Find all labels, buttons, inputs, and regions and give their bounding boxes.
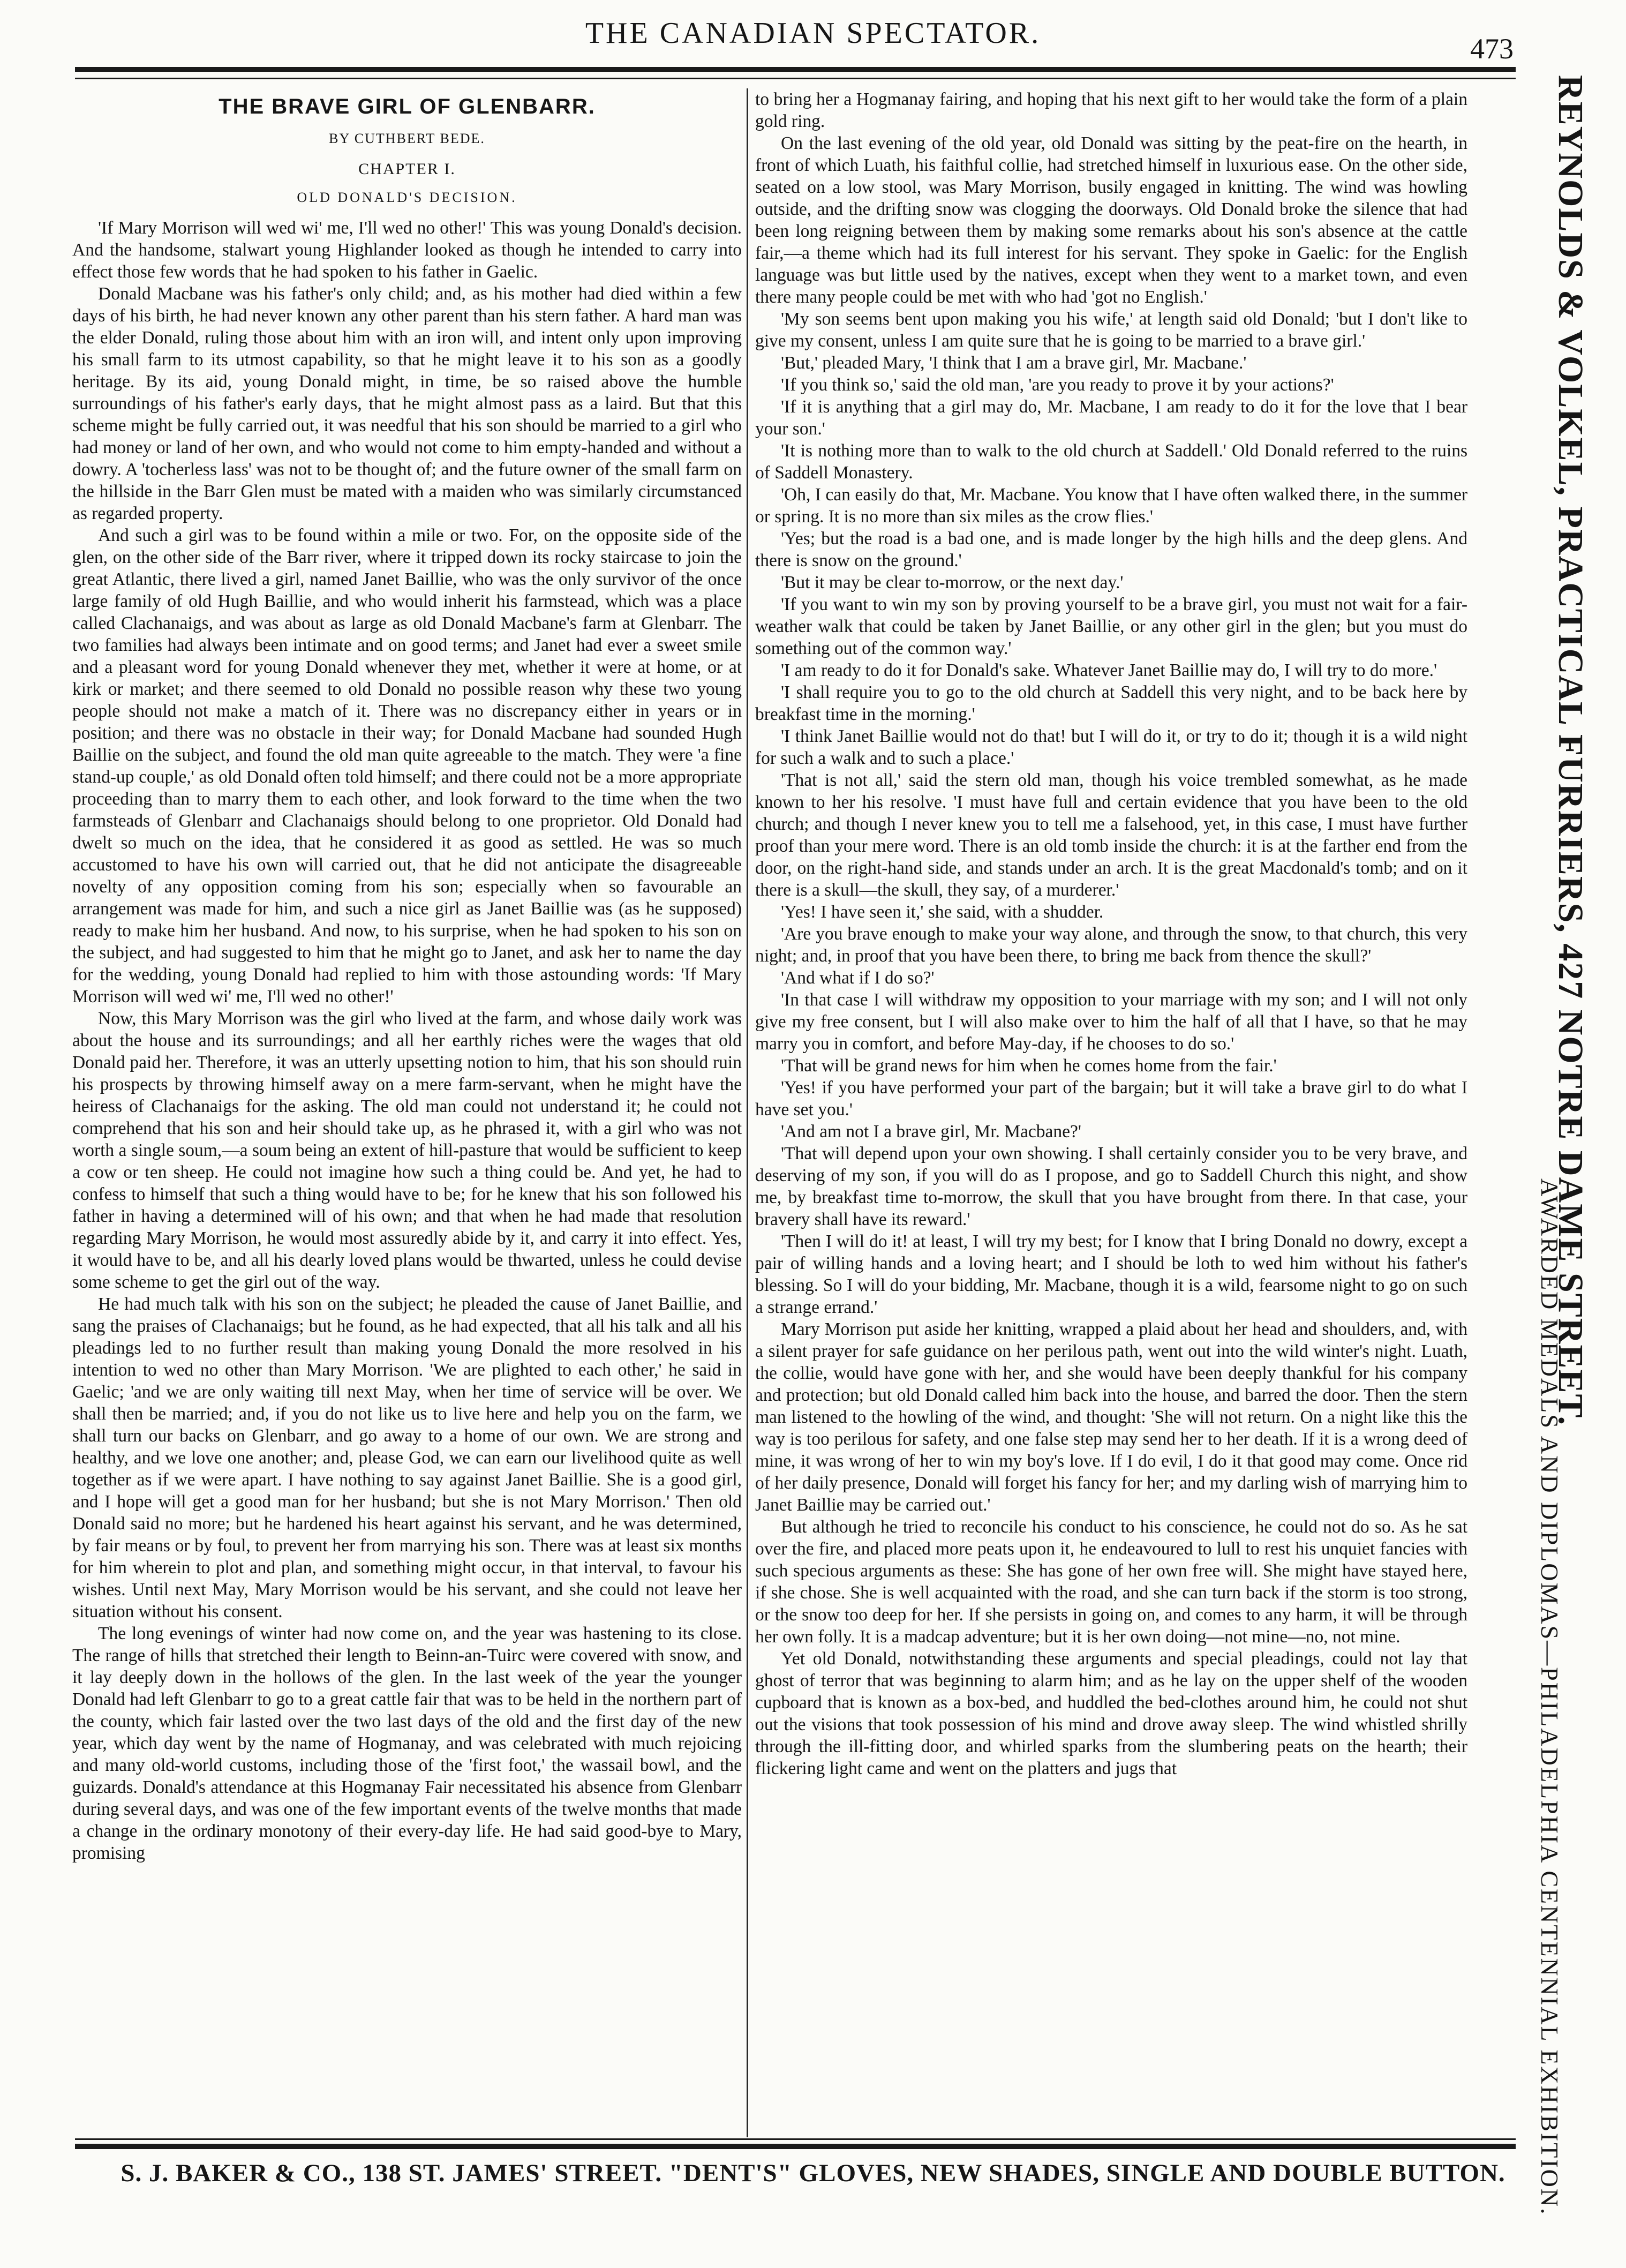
chapter-heading: CHAPTER I. [358, 160, 456, 178]
header-rule-thick [75, 67, 1516, 72]
paragraph: 'That will depend upon your own showing. I shall certainly consider you to be very brave, and deserving of my son, if you will do as I propose, and go to Saddell Church this night, and show me, by breakfast time to-morrow, the skull that you have brought from there. In that case, your bravery shall have its reward.' [755, 1144, 1467, 1229]
paragraph: 'Yes! if you have performed your part of the bargain; but it will take a brave girl to do what I have set you.' [755, 1078, 1467, 1120]
paragraph: He had much talk with his son on the subject; he pleaded the cause of Janet Baillie, and sang the praises of Clachanaigs; but he found, as he had expected, that all his talk and all his pleadings led to no further result than making young Donald the more resolved in his intention to wed no other than Mary Morrison. 'We are plighted to each other,' he said in Gaelic; 'and we are only waiting till next May, when her time of service will be over. We shall then be married; and, if you do not like us to live here and help you on the farm, we shall turn our backs on Glenbarr, and go away to a home of our own. We are strong and healthy, and we love one another; and, please God, we can earn our livelihood quite as well together as if we were apart. I have nothing to say against Janet Baillie. She is a good girl, and I hope will get a good man for her husband; but she is not Mary Morrison.' Then old Donald said no more; but he hardened his heart against his servant, and he was determined, by fair means or by foul, to prevent her from marrying his son. There was at least six months for him wherein to plot and plan, and something might occur, in that interval, to favour his wishes. Until next May, Mary Morrison would be his servant, and she could not leave her situation without his consent. [72, 1294, 742, 1621]
left-column [72, 88, 742, 2135]
paragraph: Now, this Mary Morrison was the girl who lived at the farm, and whose daily work was about the house and its surroundings; and all her earthly riches were the wages that old Donald paid her. Therefore, it was an utterly upsetting notion to him, that his son should ruin his prospects by throwing himself away on a mere farm-servant, when he might have the heiress of Clachanaigs for the asking. The old man could not understand it; he could not comprehend that his son and heir should take up, as he phrased it, with a girl who was not worth a single soum,—a soum being an extent of hill-pasture that would be sufficient to keep a cow or ten sheep. He could not imagine how such a thing could be. And yet, he had to confess to himself that such a thing would have to be; for he knew that his son followed his father in having a determined will of his own; and that when he had made that resolution regarding Mary Morrison, he would most assuredly abide by it, and carry it into effect. Yes, it would have to be, and all his dearly loved plans would be thwarted, unless he could devise some scheme to get the girl out of the way. [72, 1009, 742, 1292]
paragraph: 'My son seems bent upon making you his wife,' at length said old Donald; 'but I don't like to give my consent, unless I am quite sure that he is going to be married to a brave girl.' [755, 309, 1467, 351]
paragraph: 'And am not I a brave girl, Mr. Macbane?' [781, 1122, 1081, 1141]
footer-rule-thick [75, 2144, 1516, 2149]
paragraph: On the last evening of the old year, old Donald was sitting by the peat-fire on the hearth, in front of which Luath, his faithful collie, had stretched himself in luxurious ease. On the other side, seated on a low stool, was Mary Morrison, busily engaged in knitting. The wind was howling outside, and the drifting snow was clogging the doorways. Old Donald broke the silence that had been long reigning between them by making some remarks about his son's absence at the cattle fair,—a theme which had its full interest for his servant. They spoke in Gaelic: for the English language was but little used by the natives, except when they went to a market town, and even there many people could be met with who had 'got no English.' [755, 133, 1467, 307]
paragraph: 'Are you brave enough to make your way alone, and through the snow, to that church, this very night; and, in proof that you have been there, to bring me back from thence the skull?' [755, 924, 1467, 966]
paragraph: The long evenings of winter had now come on, and the year was hastening to its close. The range of hills that stretched their length to Beinn-an-Tuirc were covered with snow, and it lay deeply down in the hollows of the glen. In the last week of the year the younger Donald had left Glenbarr to go to a great cattle fair that was to be held in the northern part of the county, which fair lasted over the two last days of the old and the first day of the new year, which day went by the name of Hogmanay, and was celebrated with much rejoicing and many old-world customs, including those of the 'first foot,' the wassail bowl, and the guizards. Donald's attendance at this Hogmanay Fair necessitated his absence from Glenbarr during several days, and was one of the few important events of the twelve months that made a change in the ordinary monotony of their every-day life. He had said good-bye to Mary, promising [72, 1624, 742, 1863]
paragraph: 'Then I will do it! at least, I will try my best; for I know that I bring Donald no dowry, except a pair of willing hands and a loving heart; and I should be loth to wed him without his father's blessing. So I will do your bidding, Mr. Macbane, though it is a wild, fearsome night to go on such a strange errand.' [755, 1231, 1467, 1317]
paragraph: 'Oh, I can easily do that, Mr. Macbane. You know that I have often walked there, in the summer or spring. It is no more than six miles as the crow flies.' [755, 485, 1467, 527]
paragraph: 'I shall require you to go to the old church at Saddell this very night, and to be back here by breakfast time in the morning.' [755, 682, 1467, 724]
paragraph: And such a girl was to be found within a mile or two. For, on the opposite side of the glen, on the other side of the Barr river, where it tripped down its rocky staircase to join the great Atlantic, there lived a girl, named Janet Baillie, who was the only survivor of the once large family of old Hugh Baillie, and who would inherit his farmstead, which was a place called Clachanaigs, and was about as large as old Donald Macbane's farm at Glenbarr. The two families had always been intimate and on good terms; and Janet had ever a sweet smile and a pleasant word for young Donald whenever they met, whether it were at home, or at kirk or market; and there seemed to old Donald no possible reason why these two young people should not make a match of it. There was no discrepancy either in years or in position; and there was no obstacle in their way; for Donald Macbane had sounded Hugh Baillie on the subject, and found the old man quite agreeable to the match. They were 'a fine stand-up couple,' as old Donald often told himself; and there could not be a more appropriate proceeding than to marry them to each other, and look forward to the time when the two farmsteads of Glenbarr and Clachanaigs should belong to one proprietor. Old Donald had dwelt so much on the idea, that he considered it as good as settled. He was so much accustomed to have his own will carried out, that he did not anticipate the disagreeable novelty of any opposition coming from his son; especially when so favourable an arrangement was made for him, and such a nice girl as Janet Baillie was (as he supposed) ready to make him her husband. And now, to his surprise, when he had spoken to his son on the subject, and had suggested to him that he might go to Janet, and ask her to name the day for the wedding, young Donald had replied to him with those astounding words: 'If Mary Morrison will wed wi' me, I'll wed no other!' [72, 525, 742, 1007]
paragraph: 'Yes! I have seen it,' she said, with a shudder. [781, 902, 1104, 922]
paragraph: Yet old Donald, notwithstanding these arguments and special pleadings, could not lay that ghost of terror that was beginning to alarm him; and as he lay on the upper shelf of the wooden cupboard that is known as a box-bed, and huddled the bed-clothes around him, he could not shut out the visions that took possession of his mind and drove away sleep. The wind whistled shrilly through the ill-fitting door, and whirled sparks from the slumbering peats on the hearth; their flickering light came and went on the platters and jugs that [755, 1649, 1467, 1778]
page-number: 473 [1470, 33, 1514, 65]
paragraph: to bring her a Hogmanay fairing, and hoping that his next gift to her would take the form of a plain gold ring. [755, 89, 1467, 131]
paragraph: 'That is not all,' said the stern old man, though his voice trembled somewhat, as he made known to her his resolve. 'I must have full and certain evidence that you have been to the old church; and though I never knew you to tell me a falsehood, yet, in this case, I must have further proof than your mere word. There is an old tomb inside the church: it is at the farther end from the door, on the right-hand side, and stands under an arch. It is the great Macdonald's tomb; and on it there is a skull—the skull, they say, of a murderer.' [755, 770, 1467, 900]
paragraph: 'If you think so,' said the old man, 'are you ready to prove it by your actions?' [781, 375, 1334, 395]
story-title: THE BRAVE GIRL OF GLENBARR. [219, 95, 596, 118]
paragraph: 'If Mary Morrison will wed wi' me, I'll wed no other!' This was young Donald's decision. And the handsome, stalwart young Highlander looked as though he intended to carry into effect those few words that he had spoken to his father in Gaelic. [72, 218, 742, 282]
paragraph: 'If you want to win my son by proving yourself to be a brave girl, you must not wait for a fair-weather walk that could be taken by Janet Baillie, or any other girl in the glen; but you must do something out of the common way.' [755, 595, 1467, 658]
paragraph: But although he tried to reconcile his conduct to his conscience, he could not do so. As he sat over the fire, and placed more peats upon it, he endeavoured to lull to rest his unquiet fancies with such specious arguments as these: She has gone of her own free will. She might have stayed here, if she chose. She is well acquainted with the road, and she can turn back if the storm is too strong, or the snow too deep for her. If she persists in going on, and comes to any harm, it will be through her own folly. It is a madcap adventure; but it is her own doing—not mine—no, not mine. [755, 1517, 1467, 1647]
page-header-title: THE CANADIAN SPECTATOR. [585, 17, 1041, 50]
chapter-title: OLD DONALD'S DECISION. [297, 190, 517, 205]
paragraph: 'Yes; but the road is a bad one, and is made longer by the high hills and the deep glens. And there is snow on the ground.' [755, 529, 1467, 570]
paragraph: 'If it is anything that a girl may do, Mr. Macbane, I am ready to do it for the love that I bear your son.' [755, 397, 1467, 439]
paragraph: 'But it may be clear to-morrow, or the next day.' [781, 573, 1124, 592]
header-rule-thin [75, 78, 1516, 79]
paragraph: 'In that case I will withdraw my opposition to your marriage with my son; and I will not only give my free consent, but I will also make over to him the half of all that I have, so that he may marry you in comfort, and before May-day, if he chooses to do so.' [755, 990, 1467, 1054]
paragraph: 'That will be grand news for him when he comes home from the fair.' [781, 1056, 1277, 1076]
paragraph: 'I think Janet Baillie would not do that! but I will do it, or try to do it; though it is a wild night for such a walk and to such a place.' [755, 726, 1467, 768]
side-advertisement-furriers: REYNOLDS & VOLKEL, PRACTICAL FURRIERS, 427 NOTRE DAME STREET. [1551, 75, 1590, 1426]
paragraph: 'But,' pleaded Mary, 'I think that I am a brave girl, Mr. Macbane.' [781, 353, 1247, 373]
paragraph: Donald Macbane was his father's only child; and, as his mother had died within a few days of his birth, he had never known any other parent than his stern father. A hard man was the elder Donald, ruling those about him with an iron will, and intent only upon improving his small farm to its utmost capability, so that he might leave it to his son as a goodly heritage. By its aid, young Donald might, in time, be so raised above the humble surroundings of his father's early days, that he might almost pass as a laird. But that this scheme might be fully carried out, it was needful that his son should be married to a girl who had money or land of her own, and who would not come to him empty-handed and without a dowry. A 'tocherless lass' was not to be thought of; and the future owner of the small farm on the hillside in the Barr Glen must be mated with a maiden who was similarly circumstanced as regarded property. [72, 284, 742, 523]
footer-rule-thin [75, 2138, 1516, 2140]
paragraph: 'It is nothing more than to walk to the old church at Saddell.' Old Donald referred to the ruins of Saddell Monastery. [755, 441, 1467, 483]
right-column [755, 88, 1467, 2135]
footer-advertisement: S. J. BAKER & CO., 138 ST. JAMES' STREET. "DENT'S" GLOVES, NEW SHADES, SINGLE AND DOUBLE BUTTON. [121, 2159, 1505, 2187]
paragraph: 'I am ready to do it for Donald's sake. Whatever Janet Baillie may do, I will try to do more.' [781, 660, 1437, 680]
side-advertisement-medals: AWARDED MEDALS AND DIPLOMAS—PHILADELPHIA CENTENNIAL EXHIBITION. [1536, 1178, 1563, 2216]
column-divider [747, 88, 748, 2137]
paragraph: 'And what if I do so?' [781, 968, 935, 988]
paragraph: Mary Morrison put aside her knitting, wrapped a plaid about her head and shoulders, and, with a silent prayer for safe guidance on her perilous path, went out into the wild winter's night. Luath, the collie, would have gone with her, and she would have been deeply thankful for his company and protection; but old Donald called him back into the house, and barred the door. Then the stern man listened to the howling of the wind, and thought: 'She will not return. On a night like this the way is too perilous for safety, and one false step may send her to her death. If it is a wrong deed of mine, it was wrong of her to win my boy's love. If I do evil, I do it that good may come. Once rid of her daily presence, Donald will forget his fancy for her; and my darling wish of marrying him to Janet Baillie may be carried out.' [755, 1319, 1467, 1515]
story-byline: BY CUTHBERT BEDE. [329, 131, 485, 146]
